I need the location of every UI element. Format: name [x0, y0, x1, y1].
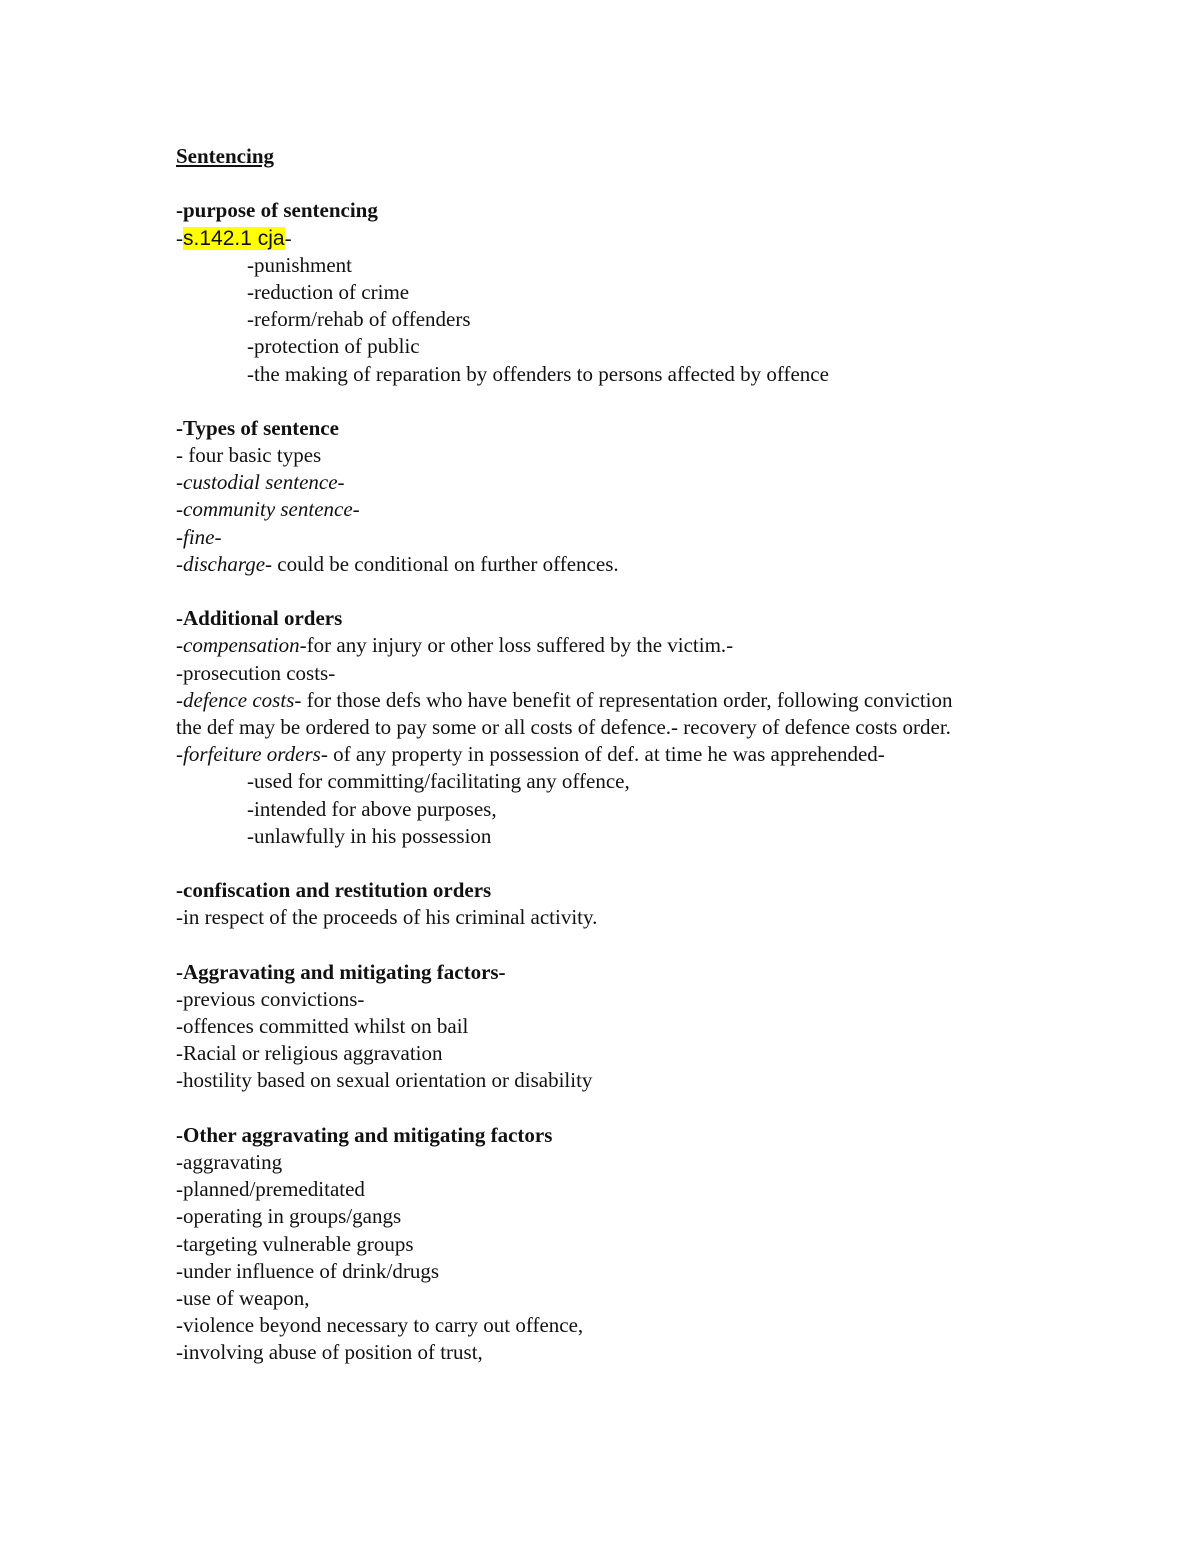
purpose-item: -the making of reparation by offenders to persons affected by offence: [247, 361, 829, 386]
order-forfeiture-label: -forfeiture orders: [176, 742, 321, 767]
order-forfeiture-text: - of any property in possession of def. at time he was apprehended-: [320, 742, 885, 767]
order-defence-text: - for those defs who have benefit of representation order, following conviction the def may be ordered to pay some or all costs of defence.- recovery of defence costs order.: [176, 687, 953, 739]
order-defence: [176, 687, 976, 741]
type-discharge-text: - could be conditional on further offences.: [265, 551, 619, 576]
spacer: [176, 1095, 996, 1122]
type-discharge: [176, 551, 996, 578]
spacer: [176, 578, 996, 605]
confiscation-heading: -confiscation and restitution orders: [176, 878, 492, 903]
additional-heading: -Additional orders: [176, 606, 343, 631]
purpose-reference-line: [176, 225, 996, 252]
highlighted-reference: s.142.1 cja: [183, 226, 285, 250]
type-fine: [176, 524, 996, 551]
spacer: [176, 388, 996, 415]
type-custodial: [176, 469, 996, 496]
aggravating-item: -previous convictions-: [176, 986, 365, 1011]
other-factor-item: -operating in groups/gangs: [176, 1204, 402, 1229]
spacer: [176, 170, 996, 197]
other-factors-heading: -Other aggravating and mitigating factors: [176, 1122, 553, 1147]
order-prosecution: -prosecution costs-: [176, 660, 336, 685]
order-compensation-label: -compensation: [176, 633, 300, 658]
aggravating-heading: -Aggravating and mitigating factors-: [176, 959, 506, 984]
ref-suffix: -: [284, 225, 292, 250]
other-factor-item: -planned/premeditated: [176, 1177, 365, 1202]
type-fine-label: -fine-: [176, 524, 222, 549]
confiscation-text: -in respect of the proceeds of his criminal activity.: [176, 905, 598, 930]
type-discharge-label: -discharge: [176, 551, 266, 576]
other-factor-item: -targeting vulnerable groups: [176, 1231, 414, 1256]
types-intro: - four basic types: [176, 443, 322, 468]
purpose-item: -reduction of crime: [247, 279, 410, 304]
other-factor-item: -involving abuse of position of trust,: [176, 1340, 483, 1365]
aggravating-item: -offences committed whilst on bail: [176, 1014, 469, 1039]
other-factor-item: -use of weapon,: [176, 1285, 310, 1310]
order-compensation-text: -for any injury or other loss suffered by the victim.-: [299, 633, 734, 658]
order-forfeiture: [176, 741, 996, 768]
other-factor-item: -under influence of drink/drugs: [176, 1258, 440, 1283]
forfeiture-item: -intended for above purposes,: [247, 796, 497, 821]
document-page: [176, 143, 996, 1366]
purpose-item: -protection of public: [247, 334, 420, 359]
forfeiture-item: -used for committing/facilitating any offence,: [247, 769, 630, 794]
other-factor-item: -aggravating: [176, 1149, 283, 1174]
spacer: [176, 931, 996, 958]
types-heading: -Types of sentence: [176, 415, 339, 440]
document-title: Sentencing: [176, 144, 275, 168]
ref-prefix: -: [176, 225, 183, 250]
aggravating-item: -Racial or religious aggravation: [176, 1041, 443, 1066]
purpose-heading: -purpose of sentencing: [176, 198, 378, 223]
type-custodial-label: -custodial sentence-: [176, 470, 345, 495]
type-community: [176, 496, 996, 523]
purpose-item: -reform/rehab of offenders: [247, 307, 471, 332]
other-factor-item: -violence beyond necessary to carry out offence,: [176, 1313, 584, 1338]
type-community-label: -community sentence-: [176, 497, 360, 522]
purpose-item: -punishment: [247, 252, 352, 277]
forfeiture-item: -unlawfully in his possession: [247, 823, 492, 848]
order-compensation: [176, 632, 996, 659]
order-defence-label: -defence costs: [176, 687, 295, 712]
spacer: [176, 850, 996, 877]
aggravating-item: -hostility based on sexual orientation or disability: [176, 1068, 593, 1093]
